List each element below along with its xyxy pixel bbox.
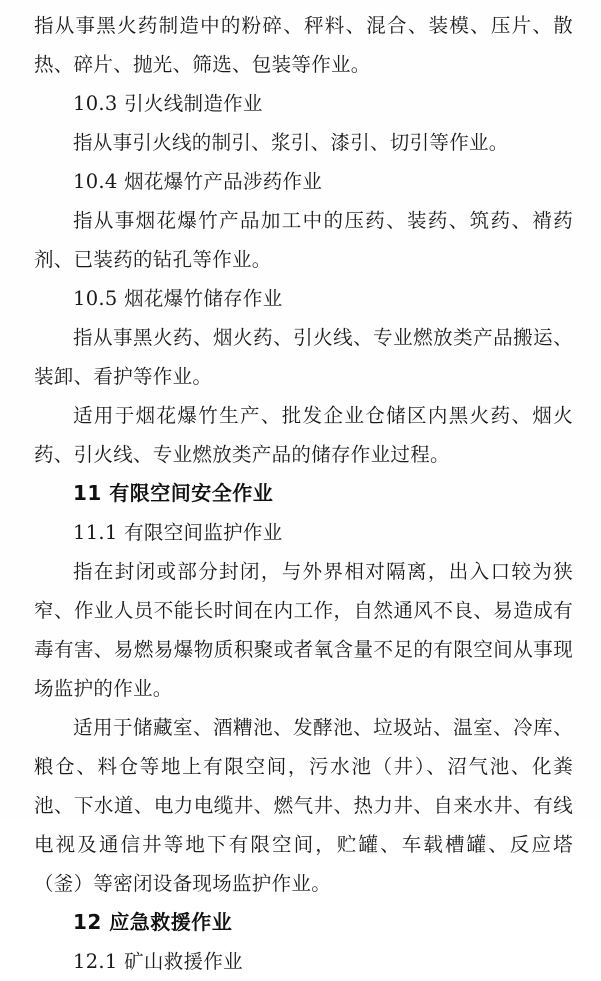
subheading-11-1: 11.1 有限空间监护作业 — [73, 521, 283, 544]
subheading-10-5: 10.5 烟花爆竹储存作业 — [73, 287, 283, 310]
paragraph-fireworks-storage-ops: 指从事黑火药、烟火药、引火线、专业燃放类产品搬运、装卸、看护等作业。 — [34, 326, 573, 388]
heading-12-emergency-rescue: 12 应急救援作业 — [73, 910, 233, 934]
subheading-10-3: 10.3 引火线制造作业 — [73, 92, 263, 115]
paragraph-confined-space-definition: 指在封闭或部分封闭，与外界相对隔离，出入口较为狭窄、作业人员不能长时间在内工作，自然通风不良、易造成有毒有害、易燃易爆物质积聚或者氧含量不足的有限空间从事现场监护的作业。 — [34, 560, 573, 700]
heading-11-confined-space: 11 有限空间安全作业 — [73, 481, 274, 505]
paragraph-fuse-manufacture: 指从事引火线的制引、浆引、漆引、切引等作业。 — [73, 131, 509, 154]
subheading-10-4: 10.4 烟花爆竹产品涉药作业 — [73, 170, 323, 193]
subheading-12-1: 12.1 矿山救援作业 — [73, 950, 243, 973]
paragraph-fireworks-storage-scope: 适用于烟花爆竹生产、批发企业仓储区内黑火药、烟火药、引火线、专业燃放类产品的储存作业过程。 — [34, 404, 573, 466]
paragraph-black-powder-manufacture: 指从事黑火药制造中的粉碎、秤料、混合、装模、压片、散热、碎片、抛光、筛选、包装等作业。 — [34, 14, 573, 76]
paragraph-confined-space-scope: 适用于储藏室、酒糟池、发酵池、垃圾站、温室、冷库、粮仓、料仓等地上有限空间，污水池（井）、沼气池、化粪池、下水道、电力电缆井、燃气井、热力井、自来水井、有线电视及通信井等地下有限空间，贮罐、车载槽罐、反应塔（釜）等密闭设备现场监护作业。 — [34, 716, 573, 895]
paragraph-fireworks-pyrotechnic-ops: 指从事烟花爆竹产品加工中的压药、装药、筑药、褙药剂、已装药的钻孔等作业。 — [34, 209, 573, 271]
